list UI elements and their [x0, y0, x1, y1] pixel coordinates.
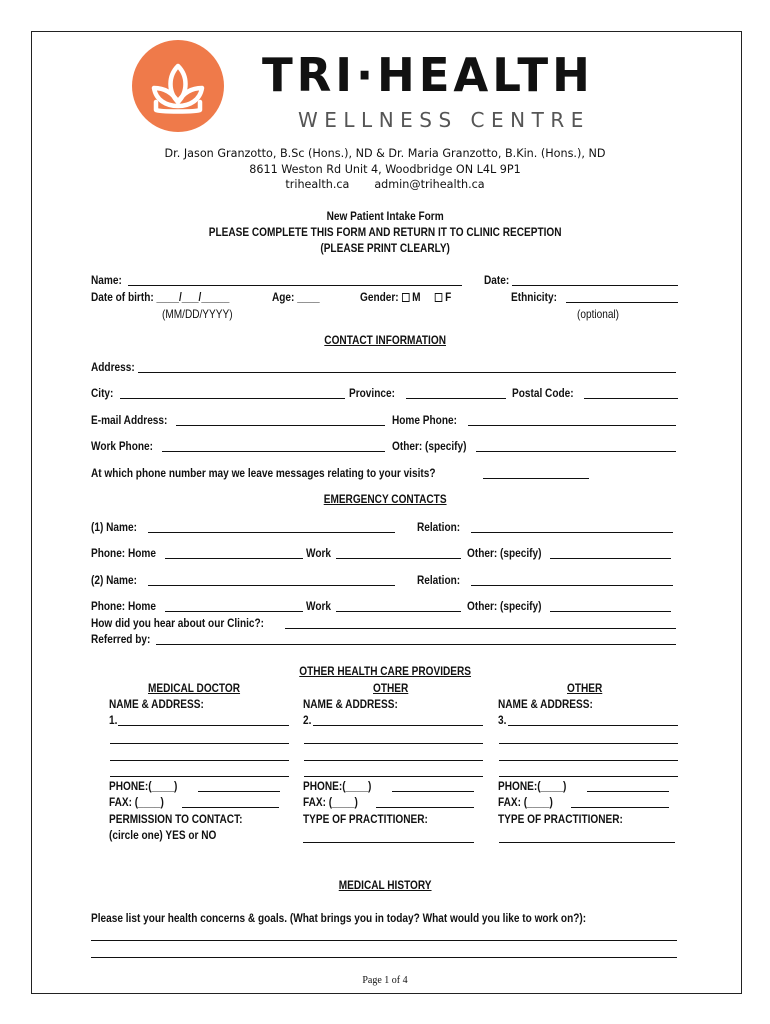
col1-name-address: NAME & ADDRESS:	[109, 697, 204, 711]
ec1-phone-home-label: Phone: Home	[91, 546, 156, 560]
province-field[interactable]	[406, 398, 506, 399]
email-label: E-mail Address:	[91, 413, 168, 427]
date-label: Date:	[484, 273, 510, 287]
ec2-relation-label: Relation:	[417, 573, 461, 587]
gender-label: Gender:	[360, 290, 399, 304]
messages-field[interactable]	[483, 478, 589, 479]
ec1-name-label: (1) Name:	[91, 520, 137, 534]
hear-about-label: How did you hear about our Clinic?:	[91, 616, 265, 630]
work-phone-field[interactable]	[162, 451, 385, 452]
email-field[interactable]	[176, 425, 385, 426]
ec2-work-field[interactable]	[336, 611, 461, 612]
col3-phone: PHONE:(____)	[498, 779, 567, 793]
ec2-relation-field[interactable]	[471, 585, 673, 586]
province-label: Province:	[349, 386, 395, 400]
contact-line	[0, 178, 770, 191]
gender-group	[360, 290, 451, 304]
col1-line-3[interactable]	[110, 760, 289, 761]
health-concerns-line-1[interactable]	[91, 940, 677, 941]
col1-line-1[interactable]	[118, 725, 289, 726]
col3-fax-field[interactable]	[571, 807, 669, 808]
col2-name-address: NAME & ADDRESS:	[303, 697, 398, 711]
clinic-address: 8611 Weston Rd Unit 4, Woodbridge ON L4L 9P1	[249, 163, 521, 176]
ec1-work-label: Work	[306, 546, 332, 560]
page-number: Page 1 of 4	[362, 975, 408, 986]
col2-line-1[interactable]	[313, 725, 483, 726]
col1-number: 1.	[109, 713, 118, 727]
col2-phone-field[interactable]	[392, 791, 474, 792]
col1-line-4[interactable]	[110, 776, 289, 777]
col2-number: 2.	[303, 713, 312, 727]
home-phone-field[interactable]	[468, 425, 676, 426]
col3-line-3[interactable]	[499, 760, 678, 761]
health-concerns-prompt: Please list your health concerns & goals. (What brings you in today? What would you like to work on?):	[91, 911, 587, 925]
col3-phone-field[interactable]	[587, 791, 669, 792]
postal-code-field[interactable]	[584, 398, 678, 399]
home-phone-label: Home Phone:	[392, 413, 457, 427]
ec1-work-field[interactable]	[336, 558, 461, 559]
ethnicity-label: Ethnicity:	[511, 290, 557, 304]
medical-history-heading: MEDICAL HISTORY	[338, 878, 432, 892]
hear-about-field[interactable]	[285, 628, 676, 629]
brand-name: TRI·HEALTH	[262, 48, 594, 102]
gender-f-label: F	[445, 290, 452, 304]
col2-line-4[interactable]	[304, 776, 483, 777]
postal-code-label: Postal Code:	[512, 386, 574, 400]
brand-subtitle: WELLNESS CENTRE	[298, 108, 590, 132]
col3-fax: FAX: (____)	[498, 795, 553, 809]
ethnicity-optional: (optional)	[577, 307, 620, 321]
col2-phone: PHONE:(____)	[303, 779, 372, 793]
col3-type-label: TYPE OF PRACTITIONER:	[498, 812, 623, 826]
lotus-logo-icon	[132, 40, 224, 132]
ec2-phone-home-label: Phone: Home	[91, 599, 156, 613]
doctors-line: Dr. Jason Granzotto, B.Sc (Hons.), ND & Dr. Maria Granzotto, B.Kin. (Hons.), ND	[164, 147, 606, 160]
col2-title: OTHER	[373, 681, 409, 695]
ec2-phone-home-field[interactable]	[165, 611, 303, 612]
dob-label[interactable]: Date of birth: ____/___/_____	[91, 290, 230, 304]
email-link[interactable]: admin@trihealth.ca	[374, 178, 485, 191]
col1-phone-field[interactable]	[198, 791, 280, 792]
date-field[interactable]	[512, 285, 678, 286]
col2-line-3[interactable]	[304, 760, 483, 761]
emergency-heading: EMERGENCY CONTACTS	[323, 492, 447, 506]
other-phone-field[interactable]	[476, 451, 676, 452]
gender-m-checkbox[interactable]	[402, 293, 410, 302]
age-label[interactable]: Age: ____	[272, 290, 320, 304]
health-concerns-line-2[interactable]	[91, 957, 677, 958]
col3-type-field[interactable]	[499, 842, 675, 843]
permission-label: PERMISSION TO CONTACT:	[109, 812, 243, 826]
ec1-name-field[interactable]	[148, 532, 395, 533]
col2-fax-field[interactable]	[376, 807, 474, 808]
col2-line-2[interactable]	[304, 743, 483, 744]
col1-line-2[interactable]	[110, 743, 289, 744]
messages-question: At which phone number may we leave messages relating to your visits?	[91, 466, 436, 480]
ec2-other-field[interactable]	[550, 611, 671, 612]
ec1-relation-field[interactable]	[471, 532, 673, 533]
referred-by-field[interactable]	[156, 644, 676, 645]
dob-hint: (MM/DD/YYYY)	[162, 307, 233, 321]
contact-heading: CONTACT INFORMATION	[324, 333, 446, 347]
ec2-work-label: Work	[306, 599, 332, 613]
ec1-other-label: Other: (specify)	[467, 546, 542, 560]
col3-line-2[interactable]	[499, 743, 678, 744]
form-title: New Patient Intake Form	[326, 209, 444, 223]
col1-phone: PHONE:(____)	[109, 779, 178, 793]
col2-type-field[interactable]	[303, 842, 474, 843]
providers-heading: OTHER HEALTH CARE PROVIDERS	[299, 664, 472, 678]
other-phone-label: Other: (specify)	[392, 439, 467, 453]
ec2-name-label: (2) Name:	[91, 573, 137, 587]
ec1-other-field[interactable]	[550, 558, 671, 559]
gender-m-label: M	[412, 290, 421, 304]
col2-fax: FAX: (____)	[303, 795, 358, 809]
col3-line-1[interactable]	[508, 725, 678, 726]
website-link[interactable]: trihealth.ca	[285, 178, 350, 191]
col2-type-label: TYPE OF PRACTITIONER:	[303, 812, 428, 826]
ec2-name-field[interactable]	[148, 585, 395, 586]
city-field[interactable]	[120, 398, 345, 399]
col1-fax: FAX: (____)	[109, 795, 164, 809]
name-label: Name:	[91, 273, 122, 287]
print-clearly: (PLEASE PRINT CLEARLY)	[320, 241, 450, 255]
form-instruction: PLEASE COMPLETE THIS FORM AND RETURN IT TO CLINIC RECEPTION	[208, 225, 562, 239]
col3-number: 3.	[498, 713, 507, 727]
address-field[interactable]	[138, 372, 676, 373]
work-phone-label: Work Phone:	[91, 439, 153, 453]
name-field[interactable]	[128, 285, 462, 286]
ec1-relation-label: Relation:	[417, 520, 461, 534]
city-label: City:	[91, 386, 114, 400]
ec2-other-label: Other: (specify)	[467, 599, 542, 613]
col3-title: OTHER	[567, 681, 603, 695]
ethnicity-field[interactable]	[566, 302, 678, 303]
permission-choice[interactable]: (circle one) YES or NO	[109, 828, 217, 842]
col1-title: MEDICAL DOCTOR	[148, 681, 241, 695]
ec1-phone-home-field[interactable]	[165, 558, 303, 559]
col3-line-4[interactable]	[499, 776, 678, 777]
gender-f-checkbox[interactable]	[435, 293, 443, 302]
col1-fax-field[interactable]	[182, 807, 279, 808]
address-label: Address:	[91, 360, 135, 374]
referred-by-label: Referred by:	[91, 632, 151, 646]
col3-name-address: NAME & ADDRESS:	[498, 697, 593, 711]
